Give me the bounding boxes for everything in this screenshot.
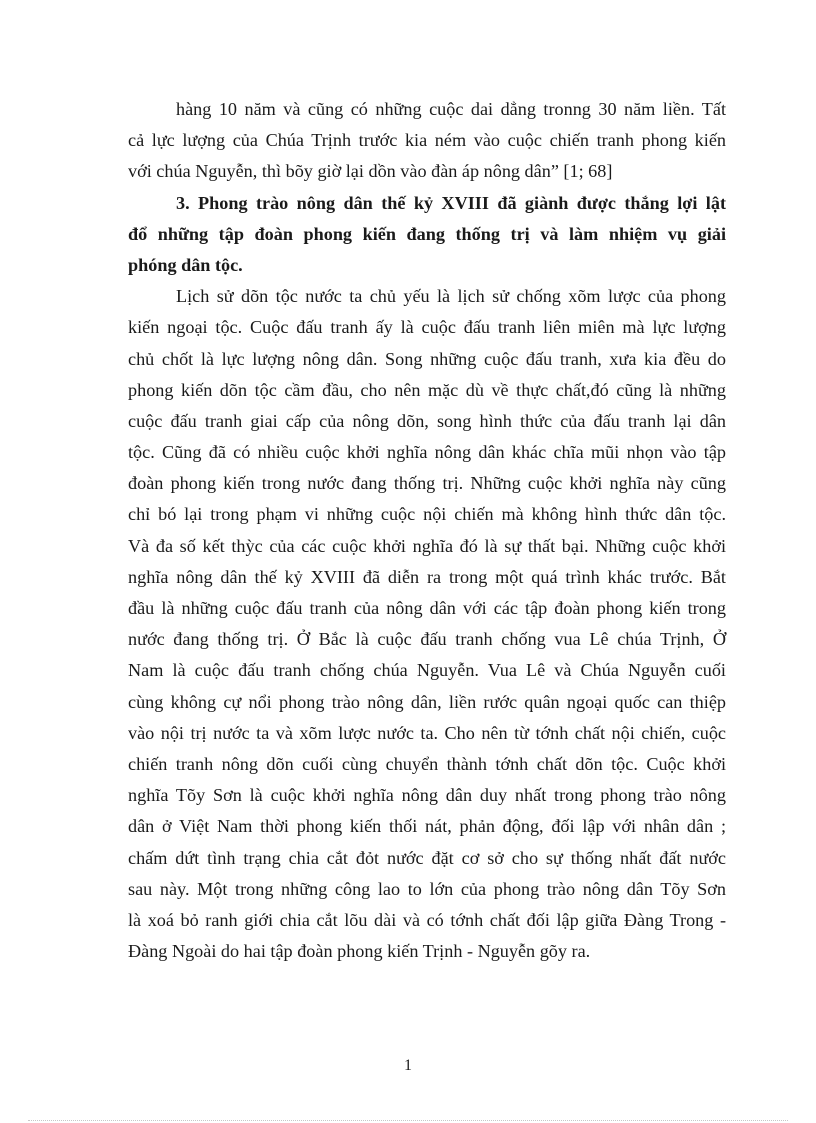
page-number: 1	[404, 1057, 412, 1074]
text-line: sau này. Một trong những công lao to lớn của phong trào nông dân Tõy Sơn	[128, 878, 726, 899]
text-line: đầu là những cuộc đấu tranh của nông dân với các tập đoàn phong kiến trong	[128, 598, 726, 618]
text-line: nghĩa nông dân thế kỷ XVIII đã diễn ra trong một quá trình khác trước. Bắt	[128, 566, 726, 587]
text-line: Nam là cuộc đấu tranh chống chúa Nguyễn. Vua Lê và Chúa Nguyễn cuối	[128, 660, 726, 681]
section-heading-line: đổ những tập đoàn phong kiến đang thống trị và làm nhiệm vụ giải	[128, 223, 726, 244]
text-line: chiến tranh nông dõn cuối cùng chuyển thành tớnh chất dõn tộc. Cuộc khởi	[128, 753, 726, 774]
text-line: Đàng Ngoài do hai tập đoàn phong kiến Trịnh - Nguyễn gõy ra.	[128, 941, 591, 962]
text-line: cuộc đấu tranh giai cấp của nông dõn, song hình thức của đấu tranh lại dân	[128, 410, 726, 431]
text-line: nghĩa Tõy Sơn là cuộc khởi nghĩa nông dân duy nhất trong phong trào nông	[128, 785, 726, 806]
text-line: với chúa Nguyễn, thì bõy giờ lại dồn vào đàn áp nông dân” [1; 68]	[128, 161, 613, 182]
text-line: kiến ngoại tộc. Cuộc đấu tranh ấy là cuộc đấu tranh liên miên mà lực lượng	[128, 317, 726, 338]
text-line: cả lực lượng của Chúa Trịnh trước kia ném vào cuộc chiến tranh phong kiến	[128, 130, 726, 151]
text-line: Và đa số kết thỳc của các cuộc khởi nghĩa đó là sự thất bại. Những cuộc khởi	[128, 535, 726, 556]
text-line: hàng 10 năm và cũng có những cuộc dai dẳng tronng 30 năm liền. Tất	[176, 99, 726, 119]
text-line: tộc. Cũng đã có nhiều cuộc khởi nghĩa nông dân khác chĩa mũi nhọn vào tập	[128, 442, 726, 463]
page-bottom-divider	[28, 1120, 788, 1121]
text-line: chỉ bó lại trong phạm vi những cuộc nội chiến mà không hình thức dân tộc.	[128, 504, 726, 525]
text-line: chủ chốt là lực lượng nông dân. Song những cuộc đấu tranh, xưa kia đều do	[128, 348, 726, 369]
text-line: chấm dứt tình trạng chia cắt đỏt nước đặt cơ sở cho sự thống nhất đất nước	[128, 847, 726, 868]
text-line: dân ở Việt Nam thời phong kiến thối nát, phản động, đối lập với nhân dân ;	[128, 816, 726, 837]
text-line: vào nội trị nước ta và xõm lược nước ta. Cho nên từ tớnh chất nội chiến, cuộc	[128, 722, 726, 743]
text-line: đoàn phong kiến trong nước đang thống trị. Những cuộc khởi nghĩa này cũng	[128, 473, 726, 494]
text-line: cùng không cự nổi phong trào nông dân, liền rước quân ngoại quốc can thiệp	[128, 691, 726, 712]
text-line: Lịch sử dõn tộc nước ta chủ yếu là lịch sử chống xõm lược của phong	[176, 286, 726, 307]
text-line: là xoá bỏ ranh giới chia cắt lõu dài và có tớnh chất đối lập giữa Đàng Trong -	[128, 909, 726, 930]
section-heading-line: phóng dân tộc.	[128, 254, 243, 275]
section-heading-line: 3. Phong trào nông dân thế kỷ XVIII đã giành được thắng lợi lật	[176, 192, 726, 213]
document-body	[128, 94, 726, 967]
text-line: phong kiến dõn tộc cầm đầu, cho nên mặc dù về thực chất,đó cũng là những	[128, 379, 726, 400]
text-line: nước đang thống trị. Ở Bắc là cuộc đấu tranh chống vua Lê chúa Trịnh, Ở	[128, 629, 726, 650]
